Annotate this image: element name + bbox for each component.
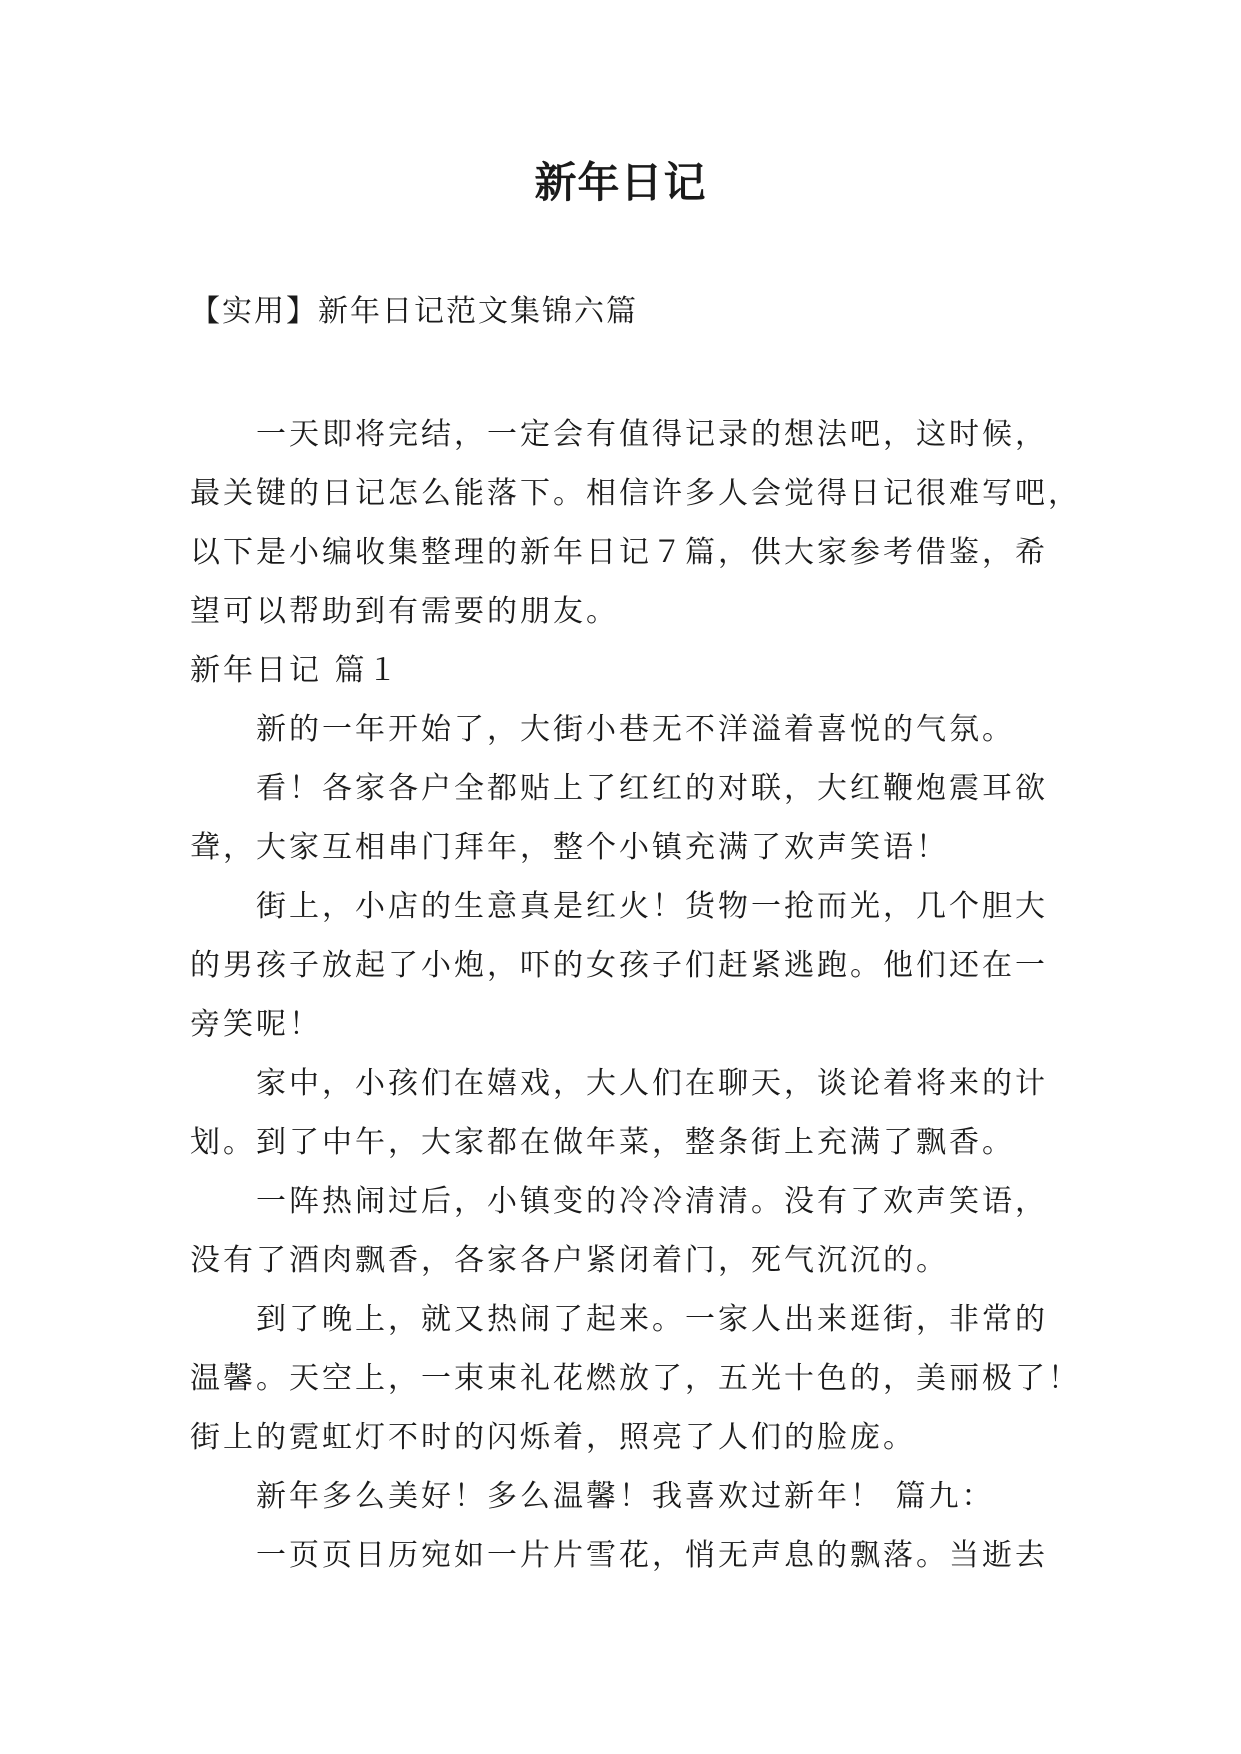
text-line: 街上，小店的生意真是红火！货物一抢而光，几个胆大 xyxy=(256,889,1048,924)
text-line: 旁笑呢！ xyxy=(190,1007,322,1042)
text-line: 温馨。天空上，一束束礼花燃放了，五光十色的，美丽极了！ xyxy=(190,1361,1081,1396)
text-line: 划。到了中午，大家都在做年菜，整条街上充满了飘香。 xyxy=(190,1125,1015,1160)
text-line: 最关键的日记怎么能落下。相信许多人会觉得日记很难写吧， xyxy=(190,476,1081,511)
text-line: 望可以帮助到有需要的朋友。 xyxy=(190,594,619,629)
document-subtitle: 【实用】新年日记范文集锦六篇 xyxy=(190,294,638,329)
page-title: 新年日记 xyxy=(534,158,707,207)
text-line: 以下是小编收集整理的新年日记７篇，供大家参考借鉴，希 xyxy=(190,535,1048,570)
text-line: 街上的霓虹灯不时的闪烁着，照亮了人们的脸庞。 xyxy=(190,1420,916,1455)
text-line: 新年多么美好！多么温馨！我喜欢过新年！ 篇九： xyxy=(256,1479,995,1514)
text-line: 新年日记 篇１ xyxy=(190,653,401,688)
text-line: 到了晚上，就又热闹了起来。一家人出来逛街，非常的 xyxy=(256,1302,1048,1337)
text-line: 看！各家各户全都贴上了红红的对联，大红鞭炮震耳欲 xyxy=(256,771,1048,806)
text-line: 聋，大家互相串门拜年，整个小镇充满了欢声笑语！ xyxy=(190,830,949,865)
text-line: 一页页日历宛如一片片雪花，悄无声息的飘落。当逝去 xyxy=(256,1538,1048,1573)
text-line: 一阵热闹过后，小镇变的冷冷清清。没有了欢声笑语， xyxy=(256,1184,1048,1219)
text-line: 一天即将完结，一定会有值得记录的想法吧，这时候， xyxy=(256,417,1048,452)
text-line: 家中，小孩们在嬉戏，大人们在聊天，谈论着将来的计 xyxy=(256,1066,1048,1101)
body-text xyxy=(190,405,1081,1585)
text-line: 没有了酒肉飘香，各家各户紧闭着门，死气沉沉的。 xyxy=(190,1243,949,1278)
text-line: 新的一年开始了，大街小巷无不洋溢着喜悦的气氛。 xyxy=(256,712,1015,747)
text-line: 的男孩子放起了小炮，吓的女孩子们赶紧逃跑。他们还在一 xyxy=(190,948,1048,983)
